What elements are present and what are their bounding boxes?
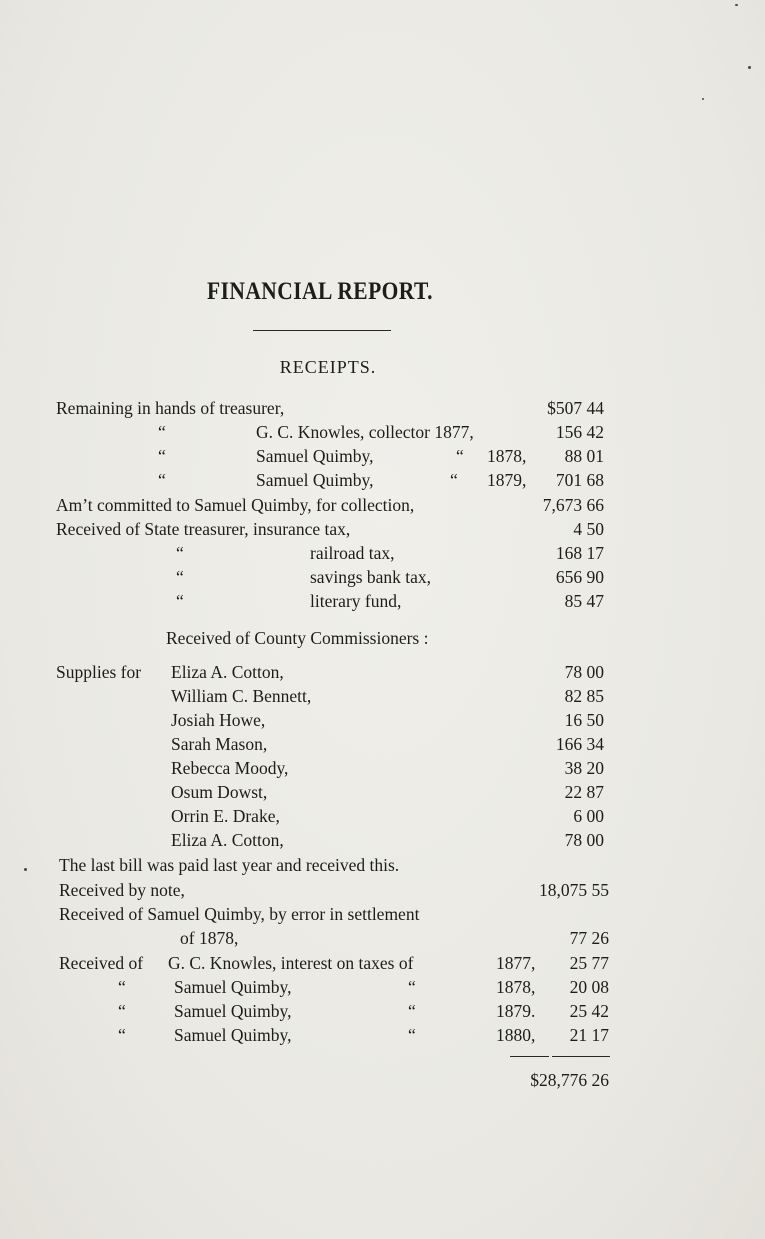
line-label: Remaining in hands of treasurer, <box>56 398 285 418</box>
paper-speck <box>24 868 27 871</box>
total-amount: $28,776 26 <box>530 1070 609 1090</box>
interest-prefix: “ <box>118 1025 126 1045</box>
show-through-text <box>300 165 304 181</box>
ditto-mark: “ <box>450 470 458 490</box>
section-heading: RECEIPTS. <box>279 357 377 377</box>
interest-ditto: “ <box>408 1001 416 1021</box>
interest-name: Samuel Quimby, <box>174 1025 292 1045</box>
line-amount: 7,673 66 <box>542 495 604 515</box>
supply-amount: 16 50 <box>564 710 604 730</box>
ditto-mark: “ <box>456 446 464 466</box>
line-amount: 4 50 <box>573 519 604 539</box>
line-year: 1879, <box>487 470 527 490</box>
interest-name: Samuel Quimby, <box>174 1001 292 1021</box>
line-amount: 85 47 <box>564 591 604 611</box>
line-label: Received of State treasurer, insurance tax, <box>56 519 351 539</box>
error-label: Received of Samuel Quimby, by error in settlement <box>59 904 420 924</box>
supply-name: Eliza A. Cotton, <box>171 830 284 850</box>
interest-amount: 21 17 <box>569 1025 609 1045</box>
line-label: Samuel Quimby, <box>256 470 374 490</box>
interest-year: 1877, <box>496 953 536 973</box>
ditto-mark: “ <box>176 543 184 563</box>
interest-amount: 20 08 <box>569 977 609 997</box>
line-label: savings bank tax, <box>310 567 432 587</box>
line-label: G. C. Knowles, collector 1877, <box>256 422 474 442</box>
note-label: Received by note, <box>59 880 185 900</box>
supply-amount: 38 20 <box>564 758 604 778</box>
interest-ditto: “ <box>408 977 416 997</box>
supply-amount: 22 87 <box>564 782 604 802</box>
line-amount: 88 01 <box>564 446 604 466</box>
supply-amount: 78 00 <box>564 830 604 850</box>
interest-amount: 25 42 <box>569 1001 609 1021</box>
interest-year: 1880, <box>496 1025 536 1045</box>
ditto-mark: “ <box>158 422 166 442</box>
interest-year: 1878, <box>496 977 536 997</box>
total-rule-right <box>552 1056 610 1057</box>
interest-prefix: “ <box>118 977 126 997</box>
line-label: Samuel Quimby, <box>256 446 374 466</box>
interest-name: G. C. Knowles, interest on taxes of <box>168 953 414 973</box>
title-rule <box>253 330 391 331</box>
ditto-mark: “ <box>158 446 166 466</box>
interest-ditto: “ <box>408 1025 416 1045</box>
supply-name: Orrin E. Drake, <box>171 806 280 826</box>
ditto-mark: “ <box>176 591 184 611</box>
last-bill-note: The last bill was paid last year and received this. <box>59 855 400 875</box>
ditto-mark: “ <box>176 567 184 587</box>
line-label: Am’t committed to Samuel Quimby, for collection, <box>56 495 415 515</box>
paper-speck <box>735 4 738 6</box>
supply-amount: 82 85 <box>564 686 604 706</box>
line-amount: 168 17 <box>555 543 604 563</box>
line-amount: 156 42 <box>555 422 604 442</box>
interest-amount: 25 77 <box>569 953 609 973</box>
interest-prefix: Received of <box>59 953 144 973</box>
supply-name: Osum Dowst, <box>171 782 268 802</box>
supply-name: Rebecca Moody, <box>171 758 289 778</box>
supply-amount: 166 34 <box>555 734 604 754</box>
total-rule-left <box>510 1056 549 1057</box>
supply-name: Josiah Howe, <box>171 710 266 730</box>
line-amount: 701 68 <box>555 470 604 490</box>
line-year: 1878, <box>487 446 527 466</box>
error-label-continued: of 1878, <box>180 928 239 948</box>
note-amount: 18,075 55 <box>539 880 609 900</box>
interest-prefix: “ <box>118 1001 126 1021</box>
supply-amount: 78 00 <box>564 662 604 682</box>
supply-name: William C. Bennett, <box>171 686 312 706</box>
line-label: literary fund, <box>310 591 402 611</box>
paper-speck <box>702 98 704 100</box>
line-amount: 656 90 <box>555 567 604 587</box>
paper-speck <box>748 66 751 69</box>
supply-amount: 6 00 <box>573 806 604 826</box>
line-amount: $507 44 <box>547 398 604 418</box>
page-title: FINANCIAL REPORT. <box>207 278 433 305</box>
error-amount: 77 26 <box>569 928 609 948</box>
interest-year: 1879. <box>496 1001 536 1021</box>
interest-name: Samuel Quimby, <box>174 977 292 997</box>
county-heading: Received of County Commissioners : <box>166 628 429 648</box>
supplies-label: Supplies for <box>56 662 142 682</box>
supply-name: Eliza A. Cotton, <box>171 662 284 682</box>
supply-name: Sarah Mason, <box>171 734 268 754</box>
ditto-mark: “ <box>158 470 166 490</box>
line-label: railroad tax, <box>310 543 395 563</box>
